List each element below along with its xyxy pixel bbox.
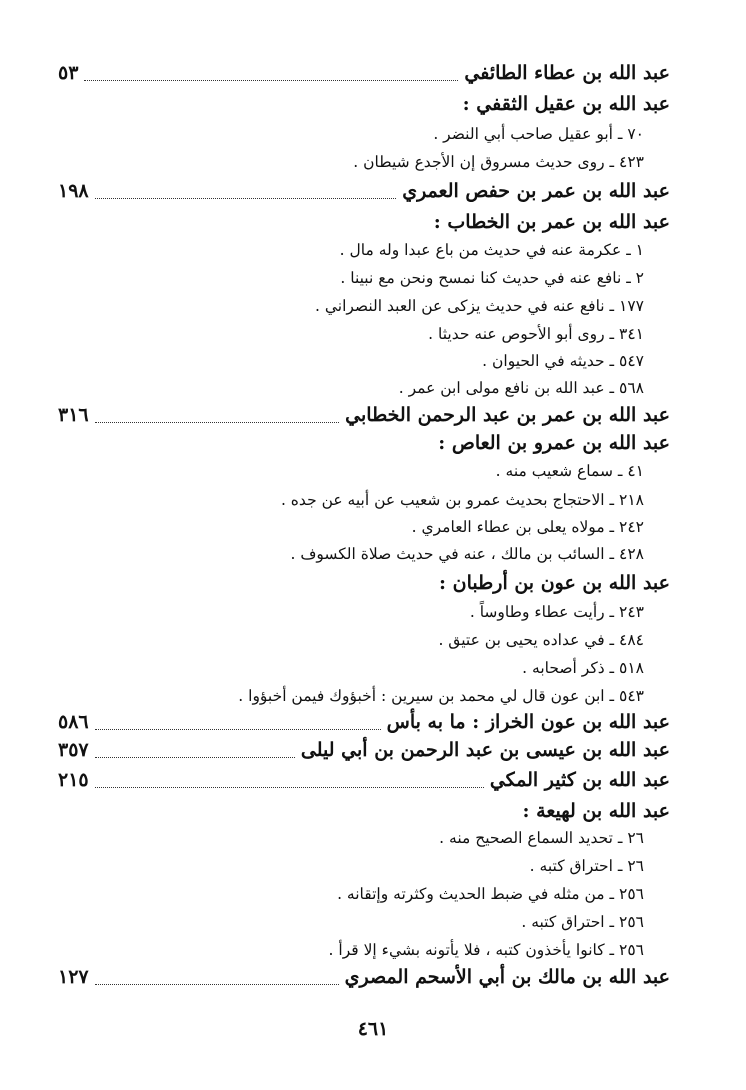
index-heading xyxy=(58,429,670,457)
index-subentry: ٢٥٦ ـ كانوا يأخذون كتبه ، فلا يأتونه بشيء إلا قرأ . xyxy=(328,941,644,959)
page-reference: ٥٣ xyxy=(58,62,79,84)
heading-name: عبد الله بن عون بن أرطبان : xyxy=(439,572,670,594)
heading-name: عبد الله بن عقيل الثقفي : xyxy=(462,93,670,115)
index-heading xyxy=(58,90,670,118)
index-subentry: ٧٠ ـ أبو عقيل صاحب أبي النضر . xyxy=(433,125,644,143)
index-heading xyxy=(58,766,670,794)
leader-dots xyxy=(95,984,339,985)
index-subentry: ٤٢٣ ـ روى حديث مسروق إن الأجدع شيطان . xyxy=(353,153,644,171)
page-number: ٤٦١ xyxy=(357,1018,389,1040)
leader-dots xyxy=(95,729,381,730)
leader-dots xyxy=(95,422,340,423)
index-subentry: ٢٥٦ ـ من مثله في ضبط الحديث وكثرته وإتقانه . xyxy=(337,885,644,903)
heading-name: عبد الله بن عمرو بن العاص : xyxy=(438,432,670,454)
index-subentry: ٢٤٢ ـ مولاه يعلى بن عطاء العامري . xyxy=(411,518,644,536)
index-subentry: ٤٨٤ ـ في عداده يحيى بن عتيق . xyxy=(438,631,644,649)
index-subentry: ١٧٧ ـ نافع عنه في حديث يزكى عن العبد النصراني . xyxy=(314,297,644,315)
heading-name: عبد الله بن عون الخراز : ما به بأس xyxy=(386,711,670,733)
index-subentry: ٤١ ـ سماع شعيب منه . xyxy=(495,462,644,480)
page-reference: ١٢٧ xyxy=(58,966,89,988)
leader-dots xyxy=(95,787,484,788)
index-subentry: ١ ـ عكرمة عنه في حديث من باع عبدا وله مال . xyxy=(339,241,644,259)
page-reference: ٥٨٦ xyxy=(58,711,89,733)
index-subentry: ٥٤٧ ـ حديثه في الحيوان . xyxy=(482,352,644,370)
index-heading xyxy=(58,401,670,429)
page-reference: ٢١٥ xyxy=(58,769,89,791)
heading-name: عبد الله بن عطاء الطائفي xyxy=(464,62,670,84)
index-subentry: ٢٥٦ ـ احتراق كتبه . xyxy=(521,913,644,931)
index-heading xyxy=(58,208,670,236)
heading-name: عبد الله بن عمر بن الخطاب : xyxy=(433,211,670,233)
index-subentry: ٥٦٨ ـ عبد الله بن نافع مولى ابن عمر . xyxy=(398,379,644,397)
index-subentry: ٢٤٣ ـ رأيت عطاء وطاوساً . xyxy=(469,603,644,621)
index-subentry: ٢ ـ نافع عنه في حديث كنا نمسح ونحن مع نبينا . xyxy=(340,269,644,287)
leader-dots xyxy=(95,757,295,758)
index-heading xyxy=(58,569,670,597)
heading-name: عبد الله بن كثير المكي xyxy=(489,769,670,791)
page-reference: ١٩٨ xyxy=(58,180,89,202)
index-subentry: ٣٤١ ـ روى أبو الأحوص عنه حديثا . xyxy=(428,325,644,343)
index-heading xyxy=(58,177,670,205)
page-reference: ٣١٦ xyxy=(58,404,89,426)
page-reference: ٣٥٧ xyxy=(58,739,89,761)
heading-name: عبد الله بن عمر بن حفص العمري xyxy=(402,180,670,202)
index-subentry: ٤٢٨ ـ السائب بن مالك ، عنه في حديث صلاة الكسوف . xyxy=(290,545,644,563)
index-subentry: ٢٦ ـ احتراق كتبه . xyxy=(529,857,644,875)
index-subentry: ٢١٨ ـ الاحتجاج بحديث عمرو بن شعيب عن أبيه عن جده . xyxy=(280,491,644,509)
index-heading xyxy=(58,708,670,736)
index-subentry: ٥١٨ ـ ذكر أصحابه . xyxy=(522,659,644,677)
leader-dots xyxy=(84,80,458,81)
leader-dots xyxy=(95,198,397,199)
index-heading xyxy=(58,736,670,764)
index-subentry: ٢٦ ـ تحديد السماع الصحيح منه . xyxy=(439,829,644,847)
heading-name: عبد الله بن عمر بن عبد الرحمن الخطابي xyxy=(345,404,670,426)
index-subentry: ٥٤٣ ـ ابن عون قال لي محمد بن سيرين : أخبؤوك فيمن أخبؤوا . xyxy=(238,687,644,705)
heading-name: عبد الله بن عيسى بن عبد الرحمن بن أبي ليلى xyxy=(300,739,670,761)
heading-name: عبد الله بن مالك بن أبي الأسحم المصري xyxy=(344,966,670,988)
index-heading xyxy=(58,963,670,991)
index-heading xyxy=(58,797,670,825)
heading-name: عبد الله بن لهيعة : xyxy=(522,800,670,822)
index-heading xyxy=(58,59,670,87)
